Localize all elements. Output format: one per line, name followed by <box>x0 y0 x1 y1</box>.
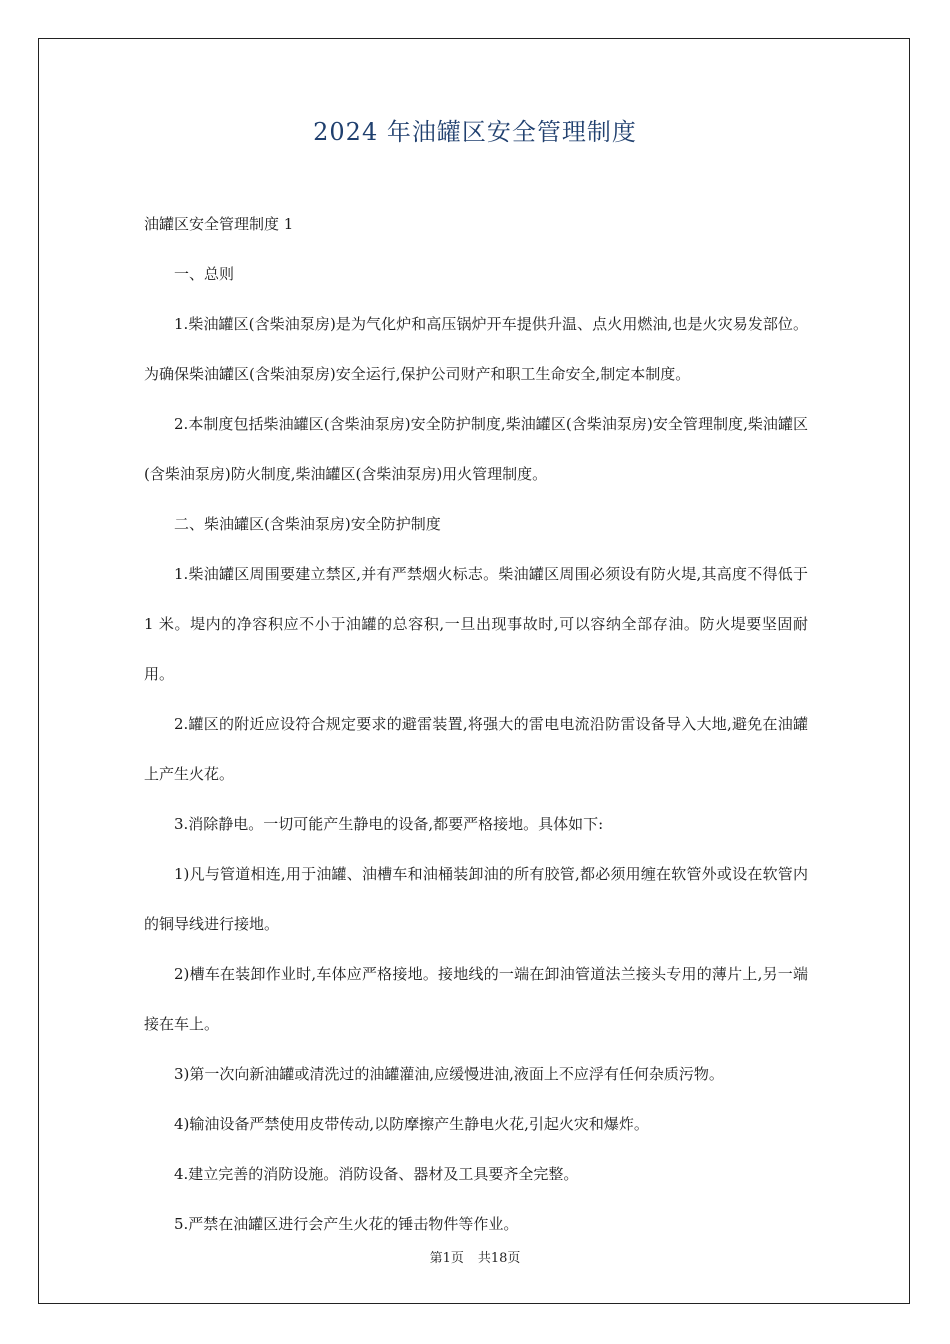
document-body <box>144 199 808 1249</box>
paragraph: 2)槽车在装卸作业时,车体应严格接地。接地线的一端在卸油管道法兰接头专用的薄片上,另一端接在车上。 <box>144 965 808 1033</box>
paragraph: 3.消除静电。一切可能产生静电的设备,都要严格接地。具体如下: <box>174 815 604 833</box>
paragraph-section-heading: 油罐区安全管理制度 1 <box>144 215 294 233</box>
paragraph: 5.严禁在油罐区进行会产生火花的锤击物件等作业。 <box>174 1215 519 1233</box>
paragraph: 4)输油设备严禁使用皮带传动,以防摩擦产生静电火花,引起火灾和爆炸。 <box>174 1115 649 1133</box>
paragraph: 1.柴油罐区周围要建立禁区,并有严禁烟火标志。柴油罐区周围必须设有防火堤,其高度不得低于 1 米。堤内的净容积应不小于油罐的总容积,一旦出现事故时,可以容纳全部存油。防火堤要坚固耐用。 <box>144 565 808 683</box>
page-footer <box>0 1247 950 1266</box>
page-total: 共18页 <box>477 1251 521 1266</box>
paragraph-protection-heading: 二、柴油罐区(含柴油泵房)安全防护制度 <box>174 515 441 533</box>
paragraph: 2.本制度包括柴油罐区(含柴油泵房)安全防护制度,柴油罐区(含柴油泵房)安全管理制度,柴油罐区(含柴油泵房)防火制度,柴油罐区(含柴油泵房)用火管理制度。 <box>144 415 808 483</box>
document-title: 2024 年油罐区安全管理制度 <box>313 118 637 146</box>
paragraph: 1.柴油罐区(含柴油泵房)是为气化炉和高压锅炉开车提供升温、点火用燃油,也是火灾易发部位。为确保柴油罐区(含柴油泵房)安全运行,保护公司财产和职工生命安全,制定本制度。 <box>144 315 808 383</box>
paragraph: 2.罐区的附近应设符合规定要求的避雷装置,将强大的雷电电流沿防雷设备导入大地,避免在油罐上产生火花。 <box>144 715 808 783</box>
paragraph: 3)第一次向新油罐或清洗过的油罐灌油,应缓慢进油,液面上不应浮有任何杂质污物。 <box>174 1065 724 1083</box>
paragraph: 4.建立完善的消防设施。消防设备、器材及工具要齐全完整。 <box>174 1165 579 1183</box>
paragraph-general-heading: 一、总则 <box>174 265 235 283</box>
paragraph: 1)凡与管道相连,用于油罐、油槽车和油桶装卸油的所有胶管,都必须用缠在软管外或设在软管内的铜导线进行接地。 <box>144 865 808 933</box>
page-number: 第1页 <box>429 1251 464 1266</box>
